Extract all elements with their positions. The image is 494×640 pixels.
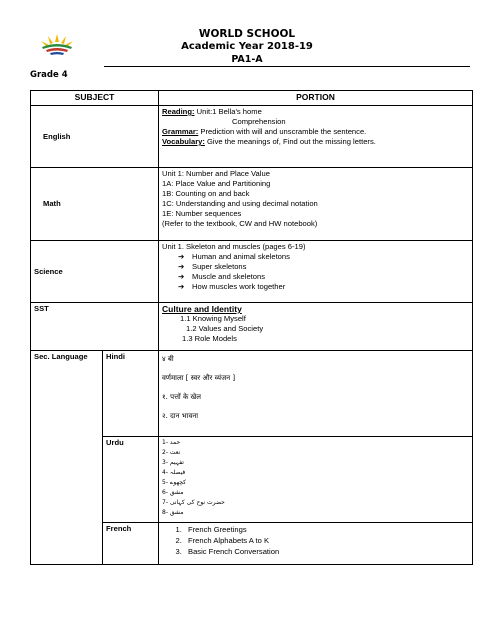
- reading-line2: Comprehension: [232, 117, 286, 126]
- science-item: How muscles work together: [192, 282, 286, 291]
- arrow-icon: ➔: [178, 272, 185, 281]
- hindi-line: वर्णमाला [ स्वर और व्यंजन ]: [162, 374, 236, 382]
- subject-sst: SST: [31, 303, 159, 351]
- urdu-line: تفہیم -3: [162, 459, 184, 466]
- sst-item: 1.3 Role Models: [182, 334, 237, 343]
- math-line: 1A: Place Value and Partitioning: [162, 179, 271, 188]
- portion-header: PORTION: [159, 91, 473, 106]
- header-divider: [104, 66, 470, 67]
- vocabulary-label: Vocabulary:: [162, 137, 205, 146]
- math-portion: [159, 168, 473, 241]
- arrow-icon: ➔: [178, 252, 185, 261]
- grammar-label: Grammar:: [162, 127, 199, 136]
- school-name: WORLD SCHOOL: [198, 28, 296, 40]
- science-item: Muscle and skeletons: [192, 272, 266, 281]
- subject-sec-language: Sec. Language: [31, 351, 103, 565]
- reading-text: Unit:1 Bella's home: [194, 107, 262, 116]
- urdu-line: نعت -2: [162, 449, 181, 456]
- french-item: 2. French Alphabets A to K: [184, 535, 469, 546]
- subject-math: Math: [31, 168, 159, 241]
- hindi-line: २. दान भावना: [162, 412, 199, 420]
- math-line: 1C: Understanding and using decimal notation: [162, 199, 318, 208]
- english-row: [31, 106, 473, 168]
- science-portion: [159, 241, 473, 303]
- science-row: [31, 241, 473, 303]
- urdu-line: فیصلہ -4: [162, 469, 186, 476]
- table-header-row: [31, 91, 473, 106]
- sst-item: 1.2 Values and Society: [186, 324, 264, 333]
- syllabus-table: [30, 90, 473, 565]
- science-item: Human and animal skeletons: [192, 252, 290, 261]
- arrow-icon: ➔: [178, 262, 185, 271]
- urdu-line: مشق -6: [162, 489, 184, 496]
- hindi-line: ४ बी: [162, 355, 174, 363]
- french-portion: [159, 523, 473, 565]
- french-label: French: [103, 523, 159, 565]
- sst-item: 1.1 Knowing Myself: [180, 314, 246, 323]
- sst-portion: [159, 303, 473, 351]
- math-row: [31, 168, 473, 241]
- urdu-line: حضرت نوح کی کہانی -7: [162, 499, 225, 506]
- hindi-portion: [159, 351, 473, 437]
- science-unit: Unit 1. Skeleton and muscles (pages 6-19): [162, 242, 306, 251]
- science-item: Super skeletons: [192, 262, 247, 271]
- exam-title: PA1-A: [231, 54, 263, 65]
- vocabulary-text: Give the meanings of, Find out the missing letters.: [204, 137, 376, 146]
- english-portion: [159, 106, 473, 168]
- sst-title: Culture and Identity: [162, 304, 242, 314]
- urdu-line: حمد -1: [162, 439, 181, 446]
- hindi-row: [31, 351, 473, 437]
- grammar-text: Prediction with will and unscramble the sentence.: [198, 127, 367, 136]
- math-line: Unit 1: Number and Place Value: [162, 169, 270, 178]
- subject-english: English: [31, 106, 159, 168]
- math-line: 1B: Counting on and back: [162, 189, 250, 198]
- french-list: [162, 524, 469, 557]
- arrow-icon: ➔: [178, 282, 185, 291]
- urdu-line: کچھوے -5: [162, 479, 187, 486]
- subject-header: SUBJECT: [31, 91, 159, 106]
- hindi-label: Hindi: [103, 351, 159, 437]
- grade-label: Grade 4: [30, 70, 68, 80]
- urdu-portion: [159, 437, 473, 523]
- urdu-label: Urdu: [103, 437, 159, 523]
- math-line: 1E: Number sequences: [162, 209, 242, 218]
- french-item: 3. Basic French Conversation: [184, 546, 469, 557]
- french-item: 1. French Greetings: [184, 524, 469, 535]
- sst-row: [31, 303, 473, 351]
- hindi-line: १. पत्तों के खेल: [162, 393, 202, 401]
- math-line: (Refer to the textbook, CW and HW notebook): [162, 219, 318, 228]
- academic-year: Academic Year 2018-19: [181, 41, 313, 52]
- reading-label: Reading:: [162, 107, 195, 116]
- subject-science: Science: [31, 241, 159, 303]
- urdu-line: مشق -8: [162, 509, 184, 516]
